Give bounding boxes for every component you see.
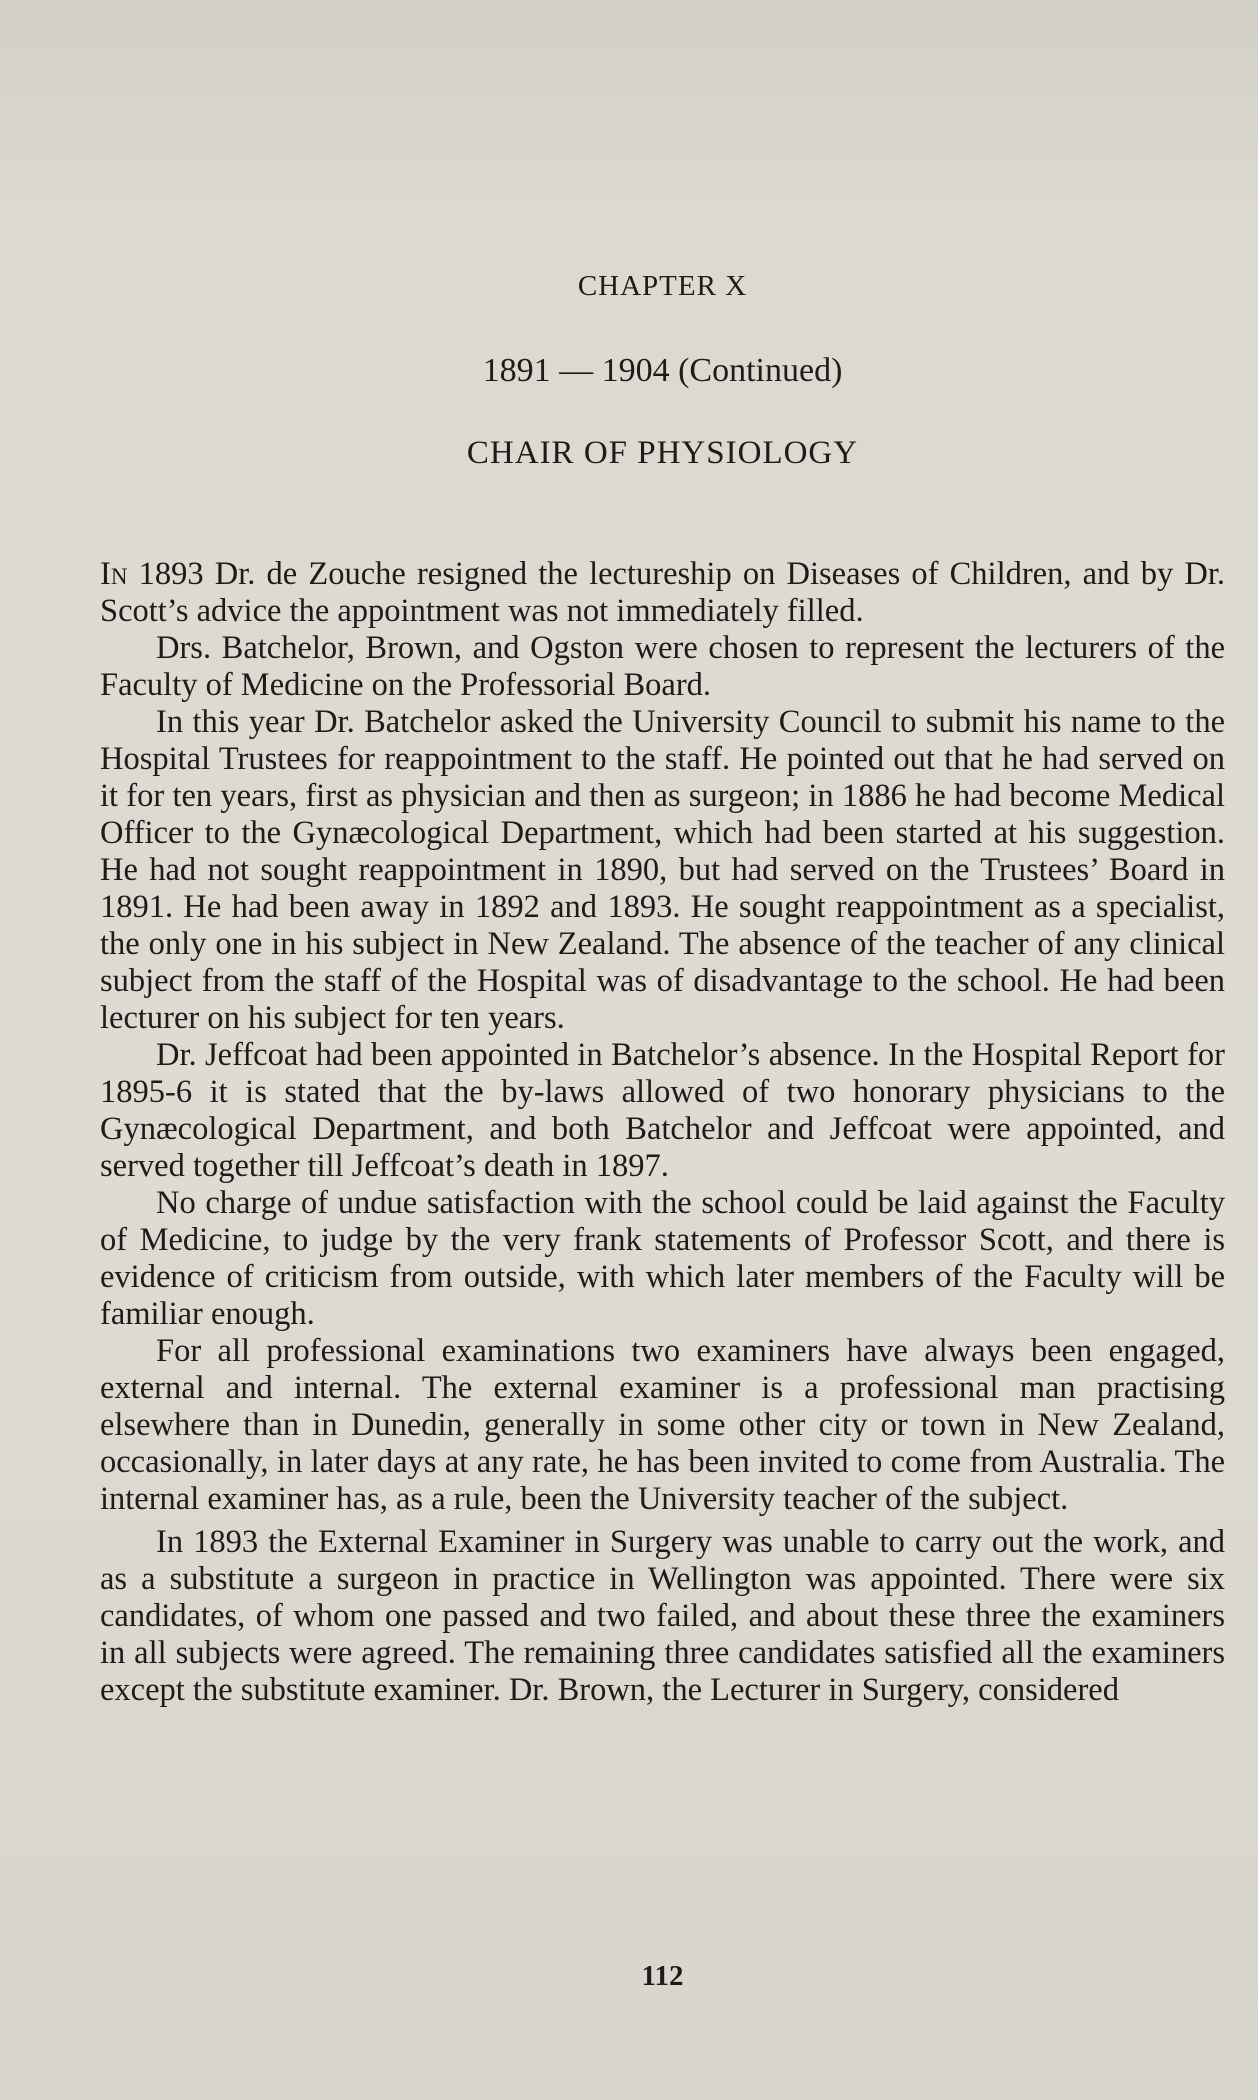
- paragraph-4: Dr. Jeffcoat had been appointed in Batchelor’s absence. In the Hospital Report for 1895-6 it is stated that the by-laws allowed of two honorary physicians to the Gynæcological Department, and both Batchelor and Jeffcoat were appointed, and served together till Jeffcoat’s death in 1897.: [100, 1037, 1225, 1184]
- paragraph-3: In this year Dr. Batchelor asked the University Council to submit his name to the Hospital Trustees for reappointment to the staff. He pointed out that he had served on it for ten years, first as physician and then as surgeon; in 1886 he had become Medical Officer to the Gynæcological Department, which had been started at his suggestion. He had not sought reappointment in 1890, but had served on the Trustees’ Board in 1891. He had been away in 1892 and 1893. He sought reappointment as a specialist, the only one in his subject in New Zealand. The absence of the teacher of any clinical subject from the staff of the Hospital was of disadvantage to the school. He had been lecturer on his subject for ten years.: [100, 704, 1225, 1036]
- paragraph-1: [100, 556, 1225, 630]
- paragraph-6: For all professional examinations two examiners have always been engaged, external and internal. The external examiner is a professional man practising elsewhere than in Dunedin, generally in some other city or town in New Zealand, occasionally, in later days at any rate, he has been invited to come from Australia. The internal examiner has, as a rule, been the University teacher of the subject.: [100, 1333, 1225, 1517]
- paragraph-2: Drs. Batchelor, Brown, and Ogston were chosen to represent the lecturers of the Faculty of Medicine on the Professorial Board.: [100, 630, 1225, 703]
- paragraph-5: No charge of undue satisfaction with the school could be laid against the Faculty of Medicine, to judge by the very frank statements of Professor Scott, and there is evidence of criticism from outside, with which later members of the Faculty will be familiar enough.: [100, 1185, 1225, 1332]
- period-heading: 1891 — 1904 (Continued): [482, 352, 843, 389]
- paragraph-1-text: 1893 Dr. de Zouche resigned the lectureship on Diseases of Children, and by Dr. Scott’s advice the appointment was not immediately filled.: [100, 556, 1225, 629]
- body-text: [100, 556, 1225, 1709]
- book-page: [100, 0, 1225, 2100]
- section-heading: CHAIR OF PHYSIOLOGY: [466, 435, 859, 471]
- opening-word: In: [100, 556, 128, 592]
- paragraph-7: In 1893 the External Examiner in Surgery was unable to carry out the work, and as a substitute a surgeon in practice in Wellington was appointed. There were six candidates, of whom one passed and two failed, and about these three the examiners in all subjects were agreed. The remaining three candidates satisfied all the examiners except the substitute examiner. Dr. Brown, the Lecturer in Surgery, considered: [100, 1524, 1225, 1708]
- page-number: 112: [641, 1960, 684, 1992]
- chapter-heading: CHAPTER X: [577, 270, 748, 302]
